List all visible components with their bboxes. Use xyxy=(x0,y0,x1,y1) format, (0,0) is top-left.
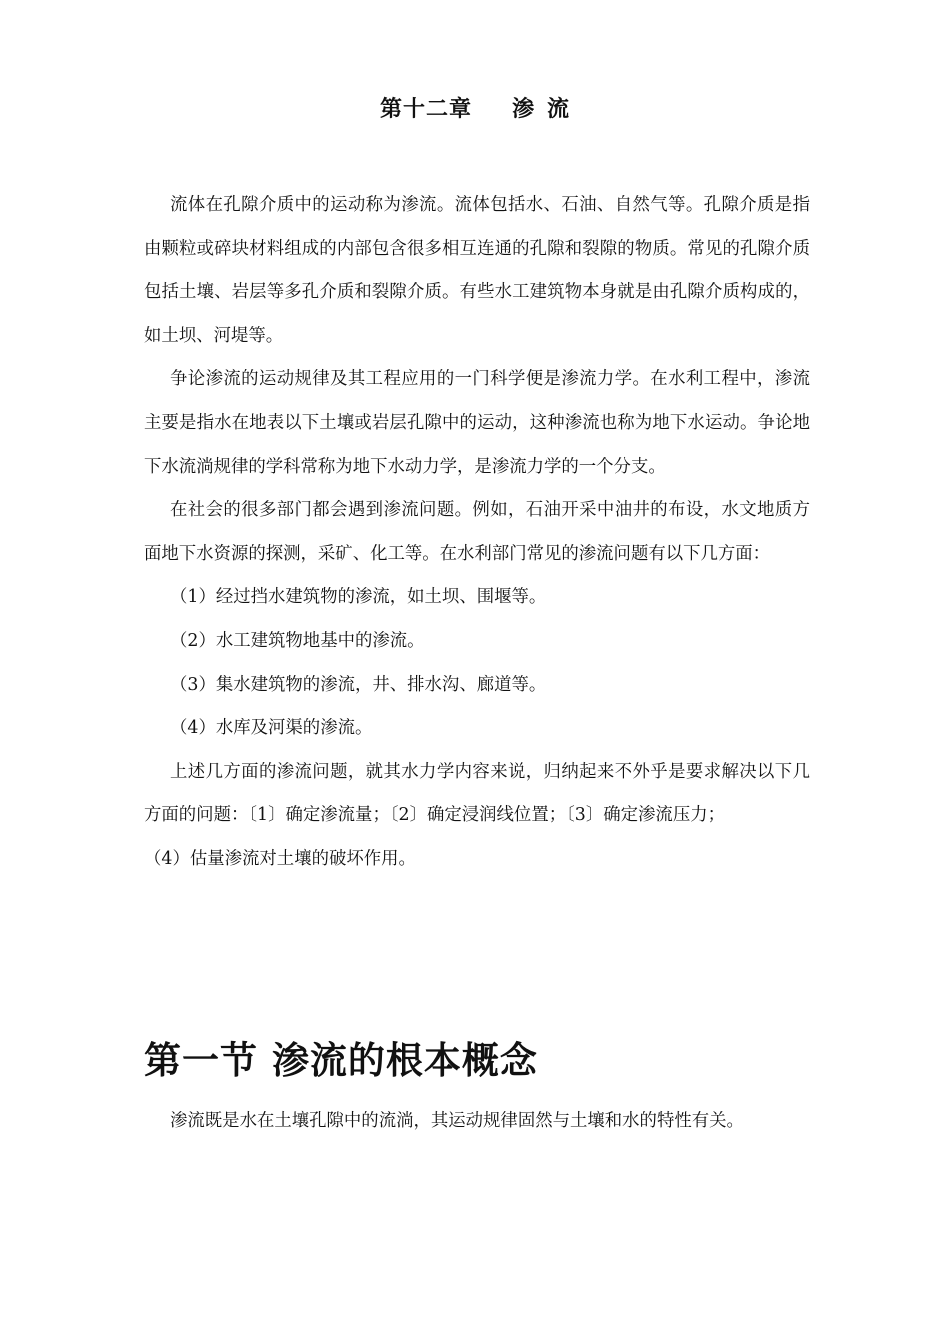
list-item-2: （2）水工建筑物地基中的渗流。 xyxy=(170,630,425,651)
paragraph-seepage-mechanics: 争论渗流的运动规律及其工程应用的一门科学便是渗流力学。在水利工程中，渗流主要是指水在地表以下土壤或岩层孔隙中的运动，这种渗流也称为地下水运动。争论地下水流淌规律的学科常称为地下水动力学，是渗流力学的一个分支。 xyxy=(144,369,810,477)
list-item-3: （3）集水建筑物的渗流，井、排水沟、廊道等。 xyxy=(170,674,547,695)
section-title: 第一节 渗流的根本概念 xyxy=(144,1039,538,1082)
paragraph-section-intro: 渗流既是水在土壤孔隙中的流淌，其运动规律固然与土壤和水的特性有关。 xyxy=(170,1111,744,1131)
chapter-title-char-1: 渗 xyxy=(511,96,535,122)
paragraph-seepage-definition: 流体在孔隙介质中的运动称为渗流。流体包括水、石油、自然气等。孔隙介质是指由颗粒或碎块材料组成的内部包含很多相互连通的孔隙和裂隙的物质。常见的孔隙介质包括土壤、岩层等多孔介质和裂隙介质。有些水工建筑物本身就是由孔隙介质构成的，如土坝、河堤等。 xyxy=(144,195,810,346)
chapter-number: 第十二章 xyxy=(379,96,472,122)
section-body xyxy=(144,1100,810,1144)
list-item-1: （1）经过挡水建筑物的渗流，如土坝、围堰等。 xyxy=(170,587,547,608)
chapter-title xyxy=(0,92,950,123)
chapter-title-char-2: 流 xyxy=(547,96,571,122)
list-item-4: （4）水库及河渠的渗流。 xyxy=(170,718,373,739)
chapter-intro xyxy=(144,184,810,882)
paragraph-seepage-problems: 在社会的很多部门都会遇到渗流问题。例如，石油开采中油井的布设，水文地质方面地下水资源的探测，采矿、化工等。在水利部门常见的渗流问题有以下几方面： xyxy=(144,500,810,564)
paragraph-problem-summary: 上述几方面的渗流问题，就其水力学内容来说，归纳起来不外乎是要求解决以下几方面的问题：〔1〕确定渗流量；〔2〕确定浸润线位置；〔3〕确定渗流压力； xyxy=(144,761,810,826)
paragraph-problem-summary-4: （4）估量渗流对土壤的破坏作用。 xyxy=(144,848,416,869)
